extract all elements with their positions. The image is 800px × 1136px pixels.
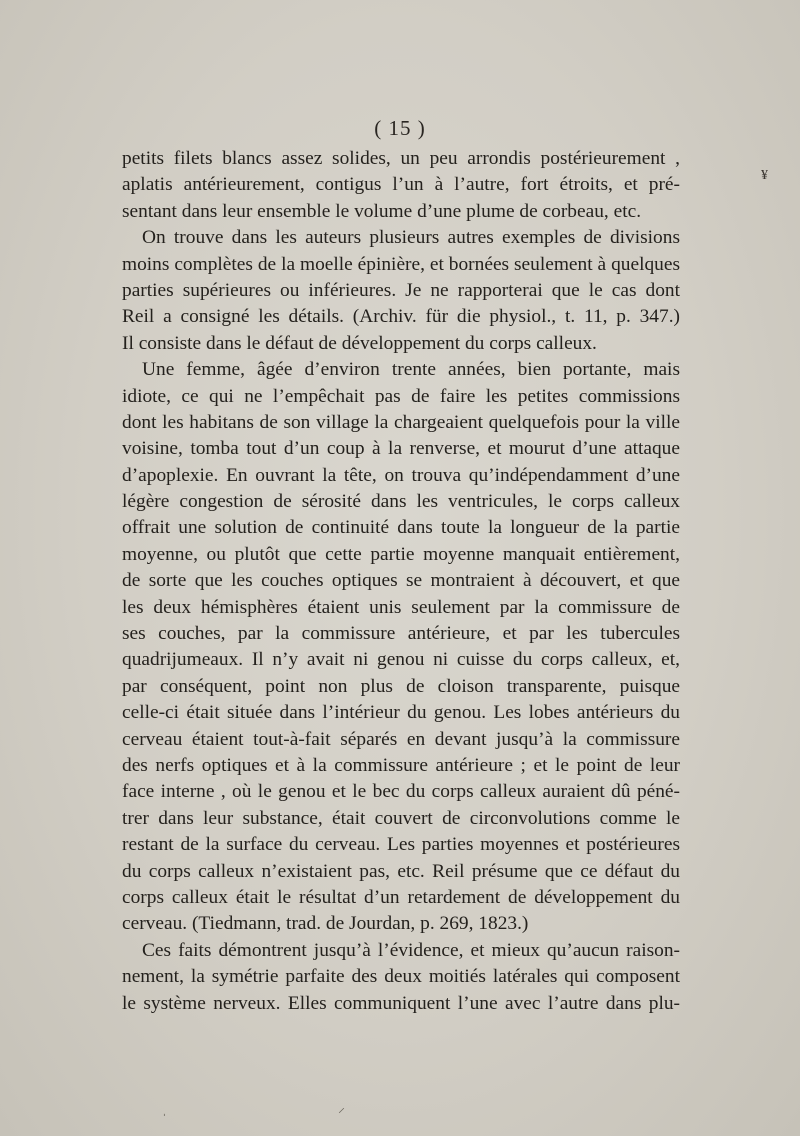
text-line: face interne , où le genou et le bec du corps calleux auraient dû péné- [122,781,680,803]
text-line: cerveau. (Tiedmann, trad. de Jourdan, p. 269, 1823.) [122,913,529,935]
text-line: ses couches, par la commissure antérieure, et par les tubercules [122,623,680,645]
margin-mark: ¥ [761,168,768,183]
text-line: Il consiste dans le défaut de développement du corps calleux. [122,332,597,354]
text-line: Reil a consigné les détails. (Archiv. für die physiol., t. 11, p. 347.) [122,306,680,328]
text-line: petits filets blancs assez solides, un peu arrondis postérieurement , [122,148,680,169]
text-line: d’apoplexie. En ouvrant la tête, on trouva qu’indépendamment d’une [122,464,680,486]
paper-speck: ˌ [162,1102,167,1117]
text-line: aplatis antérieurement, contigus l’un à l’autre, fort étroits, et pré- [122,174,680,196]
text-line: légère congestion de sérosité dans les ventricules, le corps calleux [122,491,680,513]
text-line: les deux hémisphères étaient unis seulement par la commissure de [122,596,680,618]
text-line: des nerfs optiques et à la commissure antérieure ; et le point de leur [122,754,680,776]
text-line: On trouve dans les auteurs plusieurs autres exemples de divisions [142,227,680,249]
text-line: quadrijumeaux. Il n’y avait ni genou ni cuisse du corps calleux, et, [122,649,680,671]
text-line: moins complètes de la moelle épinière, et bornées seulement à quelques [122,253,680,275]
body-text [122,146,680,1017]
page-number: ( 15 ) [374,116,426,140]
text-line: Ces faits démontrent jusqu’à l’évidence, et mieux qu’aucun raison- [142,939,680,961]
paper-speck: ⸝ [338,1101,345,1116]
text-line: du corps calleux n’existaient pas, etc. Reil présume que ce défaut du [122,860,680,882]
text-line: par conséquent, point non plus de cloison transparente, puisque [122,675,680,697]
text-line: dont les habitans de son village la chargeaient quelquefois pour la ville [122,411,680,433]
text-line: idiote, ce qui ne l’empêchait pas de faire les petites commissions [122,385,680,407]
text-line: offrait une solution de continuité dans toute la longueur de la partie [122,517,680,539]
text-line: le système nerveux. Elles communiquent l’une avec l’autre dans plu- [122,992,680,1014]
text-line: trer dans leur substance, était couvert de circonvolutions comme le [122,807,680,829]
text-line: restant de la surface du cerveau. Les parties moyennes et postérieures [122,834,680,856]
text-line: de sorte que les couches optiques se montraient à découvert, et que [122,570,680,592]
text-line: parties supérieures ou inférieures. Je ne rapporterai que le cas dont [122,279,680,301]
text-line: celle-ci était située dans l’intérieur du genou. Les lobes antérieurs du [122,702,680,724]
text-line: moyenne, ou plutôt que cette partie moyenne manquait entièrement, [122,543,680,565]
text-line: voisine, tomba tout d’un coup à la renverse, et mourut d’une attaque [122,438,680,460]
text-line: cerveau étaient tout-à-fait séparés en devant jusqu’à la commissure [122,728,680,750]
text-line: sentant dans leur ensemble le volume d’une plume de corbeau, etc. [122,200,642,222]
text-line: corps calleux était le résultat d’un retardement de développement du [122,886,680,908]
text-line: nement, la symétrie parfaite des deux moitiés latérales qui composent [122,966,680,988]
text-line: Une femme, âgée d’environ trente années, bien portante, mais [142,359,680,381]
